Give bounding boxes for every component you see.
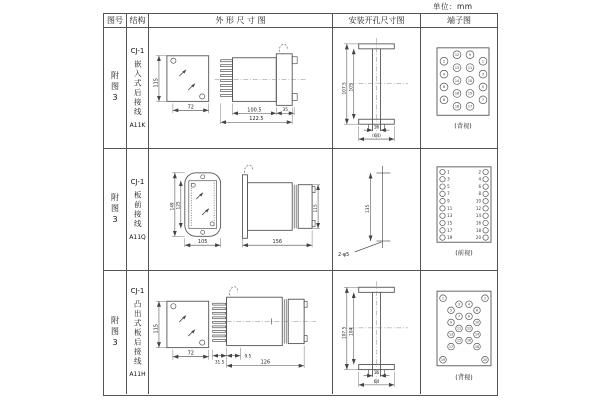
terminal-circle: [440, 213, 445, 218]
terminal-number: 6: [475, 308, 479, 313]
outline-drawing-a11k: [149, 28, 332, 148]
terminal-circle: [440, 191, 445, 196]
terminal-circle: [440, 184, 445, 189]
structure-cell: [127, 149, 149, 271]
header-terminal-diagram: 端子图: [421, 14, 497, 28]
terminal-number: 1: [481, 59, 485, 64]
screw-mark-icon: [188, 329, 195, 336]
figure-no: 附图3: [110, 192, 120, 227]
terminal-diagram-a11h: [421, 271, 497, 394]
mounting-drawing-cell: [333, 28, 421, 149]
terminal-number: 12: [475, 205, 481, 211]
terminal-number: 3: [481, 72, 485, 77]
terminal-number: 9: [468, 53, 472, 57]
dim-flange: 35: [282, 107, 288, 113]
terminal-number: 14: [475, 213, 481, 219]
terminal-number: 10: [475, 198, 481, 204]
terminal-number: 15: [467, 91, 473, 96]
terminal-number: 5: [481, 85, 485, 90]
mounting-drawing-cell: [333, 149, 421, 271]
outline-drawing-cell: [149, 28, 333, 149]
dim-slot: 16: [373, 371, 380, 377]
figure-no-cell: [104, 28, 127, 149]
figure-no: 附图3: [110, 315, 120, 350]
terminal-number: 13: [447, 213, 453, 219]
relay-model: CJ-1: [130, 178, 145, 186]
terminal-number: 20: [475, 235, 481, 240]
terminal-number: 11: [447, 205, 453, 211]
terminal-number: 18: [454, 104, 460, 109]
terminal-circle: [440, 206, 445, 211]
terminal-number: 3: [457, 302, 461, 307]
dim-depth-body: 100.5: [247, 107, 262, 114]
dim-height: 115: [153, 78, 160, 88]
terminal-number: 10: [467, 78, 473, 83]
dim-outer: 107.5: [342, 82, 348, 95]
terminal-circle: [440, 198, 445, 203]
terminal-number: 19: [447, 235, 453, 240]
figure-no-cell: [104, 149, 127, 271]
terminal-number: 13: [448, 332, 454, 337]
terminal-number: 16: [466, 338, 472, 343]
terminal-number: 11: [467, 65, 473, 70]
dim-body-height: 115: [313, 204, 319, 213]
terminal-circle: [440, 228, 445, 233]
mounting-hole-icon: [200, 340, 205, 345]
model-code: A11H: [129, 371, 146, 379]
terminal-circle: [483, 169, 488, 174]
terminal-number: 6: [442, 85, 446, 90]
terminal-diagram-cell: [421, 149, 497, 271]
terminal-circle: [483, 184, 488, 189]
side-view-flange: [242, 175, 247, 238]
structure-cell: [127, 28, 149, 149]
terminal-number: 12: [454, 53, 460, 57]
terminal-number: 14: [454, 78, 460, 83]
terminal-number: 17: [447, 227, 453, 233]
clamp-hook: [279, 44, 287, 51]
mount-type: 嵌入式后接线: [133, 60, 143, 117]
terminal-number: 4: [478, 176, 481, 182]
figure-no: 附图3: [110, 71, 120, 105]
terminal-circles: [440, 295, 489, 363]
terminal-number: 7: [481, 98, 485, 103]
terminal-number: 16: [454, 91, 460, 96]
unit-label: 单位：mm: [433, 2, 473, 11]
terminal-number: 16: [475, 220, 481, 226]
terminal-number: 11: [456, 326, 462, 331]
view-label: (背视): [455, 373, 473, 381]
header-structure: 结构: [127, 14, 149, 28]
dim-width: 64: [373, 379, 380, 385]
terminal-number: 20: [482, 357, 488, 362]
terminal-number: 6: [478, 184, 481, 190]
mounting-drawing-a11h: [333, 271, 420, 394]
terminal-circles: [440, 169, 489, 240]
dim-width: (64): [372, 134, 381, 140]
structure-cell: [127, 271, 149, 394]
mounting-drawing-cell: [333, 271, 421, 394]
mounting-drawing-a11k: [333, 28, 420, 148]
terminal-number: 17: [448, 344, 454, 349]
view-label: (前视): [455, 250, 473, 258]
terminal-circle: [483, 235, 488, 240]
outline-drawing-a11h: [149, 271, 332, 394]
dim-pin-length: 31.5: [214, 360, 225, 366]
relay-model: CJ-1: [130, 47, 145, 55]
terminal-number: 1: [447, 169, 450, 175]
dim-depth: 126: [260, 359, 271, 366]
mounting-hole-icon: [210, 222, 214, 226]
screw-mark-icon: [202, 208, 209, 215]
terminal-diagram-a11q: [421, 149, 497, 270]
dim-height: 115: [153, 323, 160, 334]
screw-mark-icon: [196, 192, 203, 199]
screw-mark-icon: [179, 69, 186, 76]
front-view-body: [189, 181, 217, 229]
screw-mark-icon: [179, 315, 186, 322]
terminal-circle: [483, 213, 488, 218]
terminal-number: 17: [467, 104, 473, 109]
dim-inner: 105: [349, 83, 355, 92]
terminal-number: 19: [440, 357, 446, 362]
terminal-circle: [440, 177, 445, 182]
terminal-number: 8: [442, 98, 446, 103]
terminal-circles: [440, 51, 487, 110]
front-view-plate: [185, 173, 221, 236]
pin-comb: [221, 60, 233, 97]
terminal-number: 2: [478, 169, 481, 175]
terminal-diagram-a11k: [421, 28, 497, 148]
model-code: A11K: [129, 122, 146, 129]
front-view-body: [167, 56, 209, 102]
dim-width: 72: [187, 350, 194, 357]
mount-type: 凸出式板后接线: [133, 299, 143, 367]
side-view-body: [227, 297, 283, 345]
mount-type: 板前接线: [133, 191, 143, 229]
terminal-number: 4: [442, 72, 446, 77]
terminal-number: 3: [447, 176, 450, 182]
terminal-circle: [440, 169, 445, 174]
pin-comb: [213, 303, 226, 341]
terminal-circle: [483, 191, 488, 196]
terminal-number: 18: [474, 344, 480, 349]
terminal-circle: [483, 228, 488, 233]
dim-hole-spacing: 135: [366, 204, 372, 213]
terminal-number: 10: [474, 320, 480, 325]
dim-depth: 156: [272, 239, 283, 246]
terminal-number: 1: [441, 296, 445, 301]
terminal-number: 7: [447, 191, 450, 197]
outline-drawing-cell: [149, 271, 333, 394]
dim-inner: 104: [349, 327, 355, 337]
terminal-number: 2: [483, 296, 487, 301]
screw-mark-icon: [188, 83, 195, 90]
terminal-circle: [483, 177, 488, 182]
dim-clearance: 9.5: [244, 354, 252, 360]
terminal-number: 18: [475, 227, 481, 233]
terminal-number: 13: [454, 65, 460, 70]
mounting-drawing-a11q: [333, 149, 420, 270]
terminal-number: 7: [457, 314, 461, 319]
hole-spec: 2-φ5: [337, 251, 350, 259]
terminal-circle: [483, 206, 488, 211]
dim-width: 105: [197, 239, 208, 246]
dimension-table: [103, 13, 498, 396]
header-figure-no: 图号: [104, 14, 127, 28]
terminal-number: 4: [467, 302, 471, 307]
terminal-circle: [440, 220, 445, 225]
outline-drawing-a11q: [149, 149, 332, 270]
terminal-diagram-cell: [421, 271, 497, 394]
terminal-number: 5: [449, 308, 453, 313]
terminal-number: 8: [478, 191, 481, 197]
terminal-number: 15: [447, 220, 453, 226]
relay-model: CJ-1: [130, 286, 145, 295]
dim-width: 72: [187, 104, 194, 111]
figure-no-cell: [104, 271, 127, 394]
header-outline-dims: 外 形 尺 寸 图: [149, 14, 333, 28]
mounting-hole-icon: [171, 58, 176, 63]
terminal-number: 15: [456, 338, 462, 343]
dim-slot: 16: [373, 125, 380, 131]
side-view-body: [247, 183, 292, 231]
dim-depth-total: 122.5: [249, 116, 264, 123]
terminal-diagram-cell: [421, 28, 497, 149]
terminal-circle: [483, 198, 488, 203]
mounting-hole-icon: [200, 94, 205, 99]
mounting-hole-icon: [171, 304, 176, 309]
header-mounting-dims: 安装开孔尺寸图: [333, 14, 421, 28]
mounting-hole-icon: [191, 183, 195, 187]
clamp-hook: [229, 287, 237, 295]
model-code: A11Q: [129, 234, 146, 241]
view-label: (背视): [454, 123, 472, 131]
dim-inner-height: 125: [176, 201, 182, 210]
terminal-circle: [483, 220, 488, 225]
terminal-circle: [440, 235, 445, 240]
terminal-number: 12: [466, 326, 472, 331]
clamp-hook: [244, 165, 252, 173]
terminal-number: 5: [447, 184, 450, 190]
dim-height: 149: [170, 202, 176, 211]
terminal-number: 9: [449, 320, 453, 325]
dim-outer: 107.5: [342, 326, 348, 340]
terminal-number: 2: [442, 59, 446, 64]
terminal-number: 8: [467, 314, 471, 319]
terminal-number: 9: [447, 198, 450, 204]
outline-drawing-cell: [149, 149, 333, 271]
terminal-number: 14: [474, 332, 480, 337]
front-view-body: [167, 301, 209, 347]
